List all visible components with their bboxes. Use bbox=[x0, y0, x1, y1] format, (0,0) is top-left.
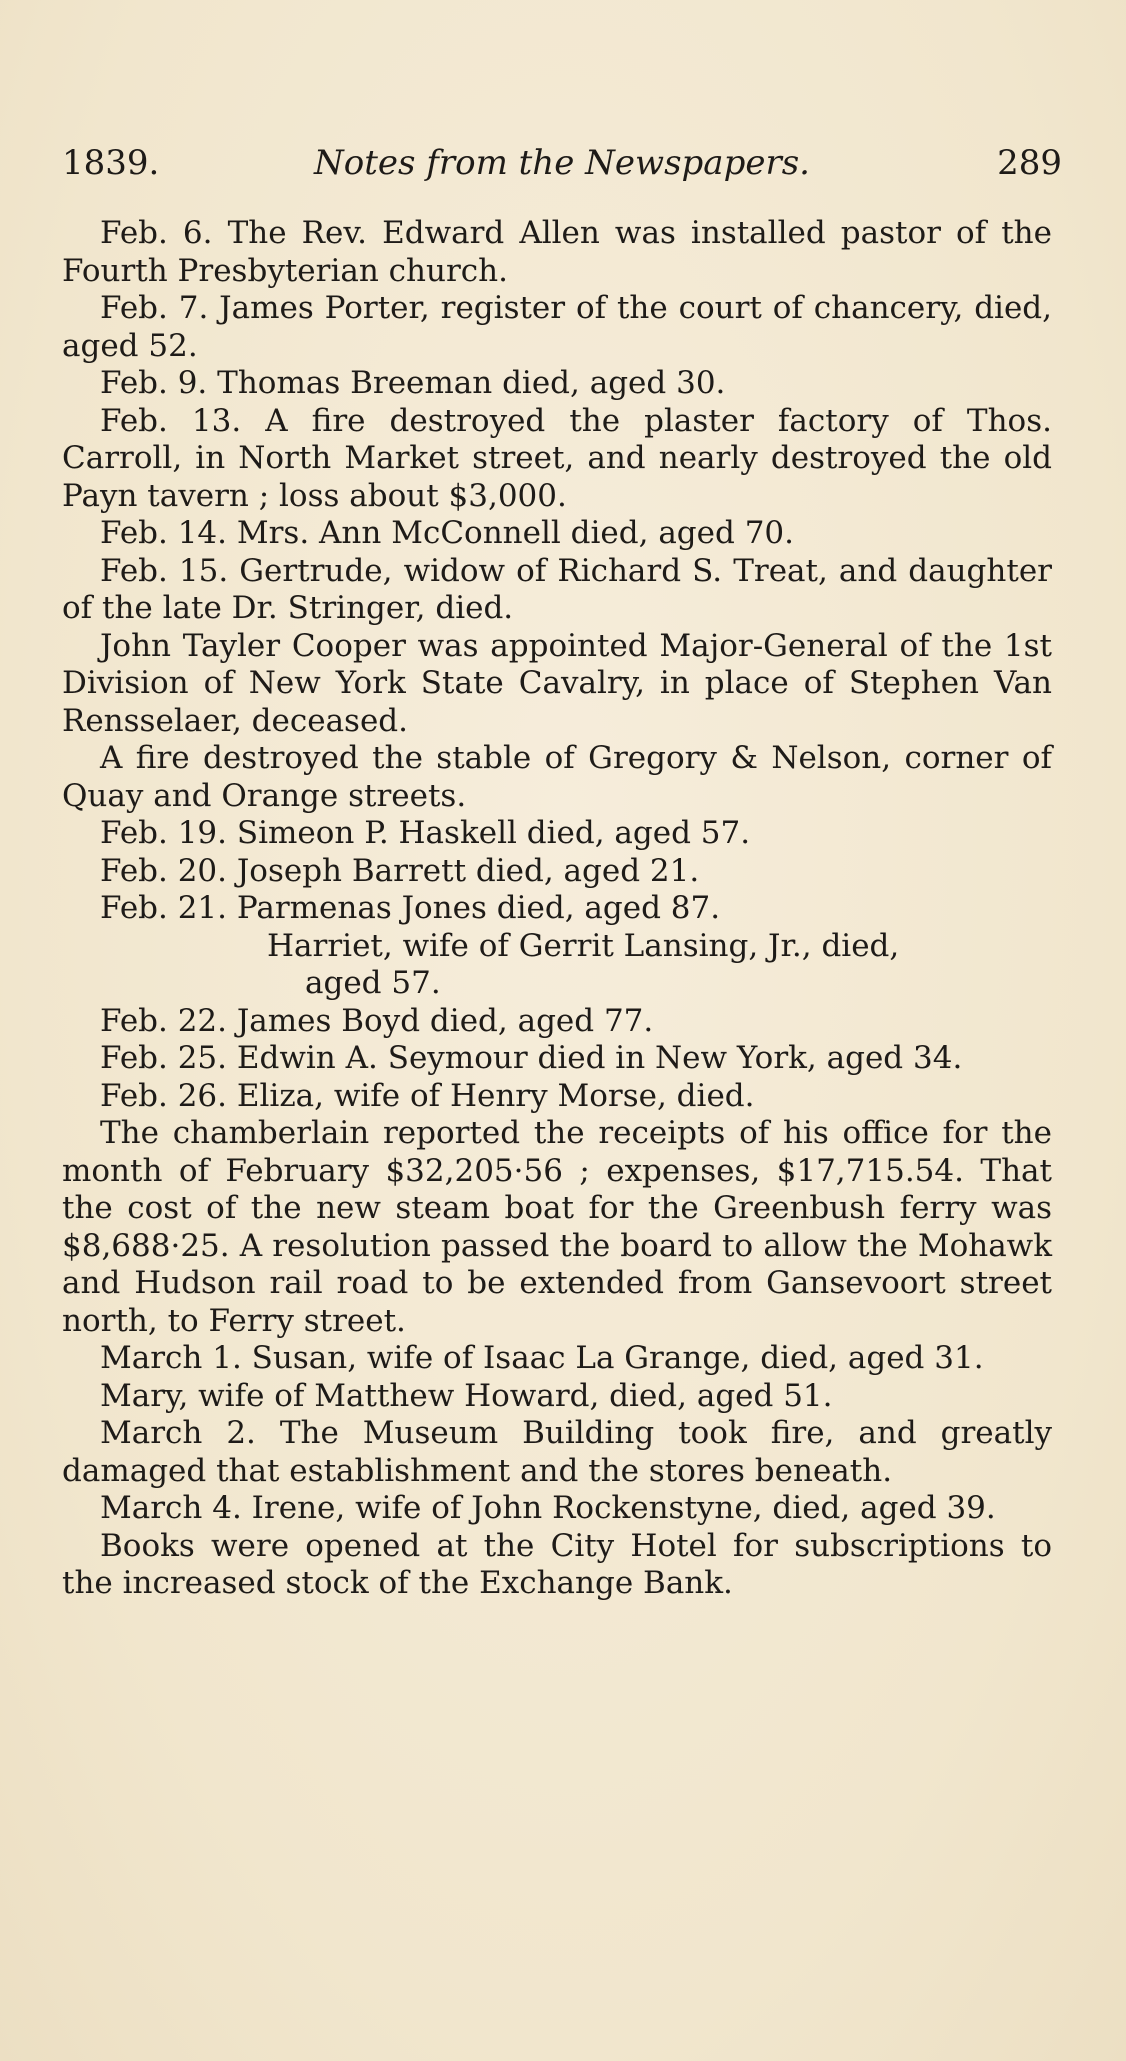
entry-paragraph: Feb. 26. Eliza, wife of Henry Morse, died. bbox=[100, 1077, 755, 1114]
entry-paragraph: Mary, wife of Matthew Howard, died, aged 51. bbox=[100, 1377, 833, 1414]
entry-paragraph: John Tayler Cooper was appointed Major-General of the 1st Division of New York State Cavalry, in place of Stephen Van Rensselaer, deceased. bbox=[62, 627, 1052, 739]
entry-paragraph: Feb. 25. Edwin A. Seymour died in New York, aged 34. bbox=[100, 1040, 963, 1076]
entry-paragraph: Feb. 20. Joseph Barrett died, aged 21. bbox=[100, 852, 700, 889]
entry-paragraph: Feb. 22. James Boyd died, aged 77. bbox=[100, 1002, 654, 1039]
entry-paragraph: March 2. The Museum Building took fire, and greatly damaged that establishment and the stores beneath. bbox=[62, 1415, 1052, 1489]
entry-paragraph: The chamberlain reported the receipts of his office for the month of February $32,205·56 ; expenses, $17,715.54. That the cost of the new steam boat for the Greenbush ferry was $8,688·25. A resolution passed the board to allow the Mohawk and Hudson rail road to be extended from Gansevoort street north, to Ferry street. bbox=[62, 1115, 1052, 1339]
running-head bbox=[62, 138, 1062, 188]
entry-paragraph: Feb. 21. Parmenas Jones died, aged 87. bbox=[100, 890, 721, 926]
header-year: 1839. bbox=[62, 143, 160, 183]
header-title: Notes from the Newspapers. bbox=[314, 143, 810, 183]
entry-hanging bbox=[62, 928, 1052, 1003]
entry-paragraph: Books were opened at the City Hotel for subscriptions to the increased stock of the Exchange Bank. bbox=[62, 1527, 1052, 1601]
entry-paragraph: Feb. 15. Gertrude, widow of Richard S. Treat, and daughter of the late Dr. Stringer, died. bbox=[62, 552, 1052, 626]
hanging-line-2: aged 57. bbox=[305, 965, 441, 1001]
entry-paragraph: A fire destroyed the stable of Gregory & Nelson, corner of Quay and Orange streets. bbox=[62, 740, 1052, 814]
entry-paragraph: Feb. 7. James Porter, register of the court of chancery, died, aged 52. bbox=[62, 290, 1052, 364]
entries-text bbox=[62, 215, 1052, 1603]
entry-paragraph: Feb. 14. Mrs. Ann McConnell died, aged 70. bbox=[100, 515, 794, 551]
entry-paragraph: Feb. 9. Thomas Breeman died, aged 30. bbox=[100, 365, 726, 401]
entry-paragraph: March 4. Irene, wife of John Rockenstyne, died, aged 39. bbox=[100, 1490, 996, 1526]
hanging-line-1: Harriet, wife of Gerrit Lansing, Jr., died, bbox=[267, 927, 900, 964]
entry-paragraph: Feb. 13. A fire destroyed the plaster factory of Thos. Carroll, in North Market street, and nearly destroyed the old Payn tavern ; loss about $3,000. bbox=[62, 402, 1052, 514]
page-number: 289 bbox=[997, 143, 1062, 183]
entry-paragraph: March 1. Susan, wife of Isaac La Grange, died, aged 31. bbox=[100, 1340, 984, 1376]
entry-paragraph: Feb. 6. The Rev. Edward Allen was installed pastor of the Fourth Presbyterian church. bbox=[62, 215, 1052, 289]
entry-paragraph: Feb. 19. Simeon P. Haskell died, aged 57. bbox=[100, 815, 751, 851]
